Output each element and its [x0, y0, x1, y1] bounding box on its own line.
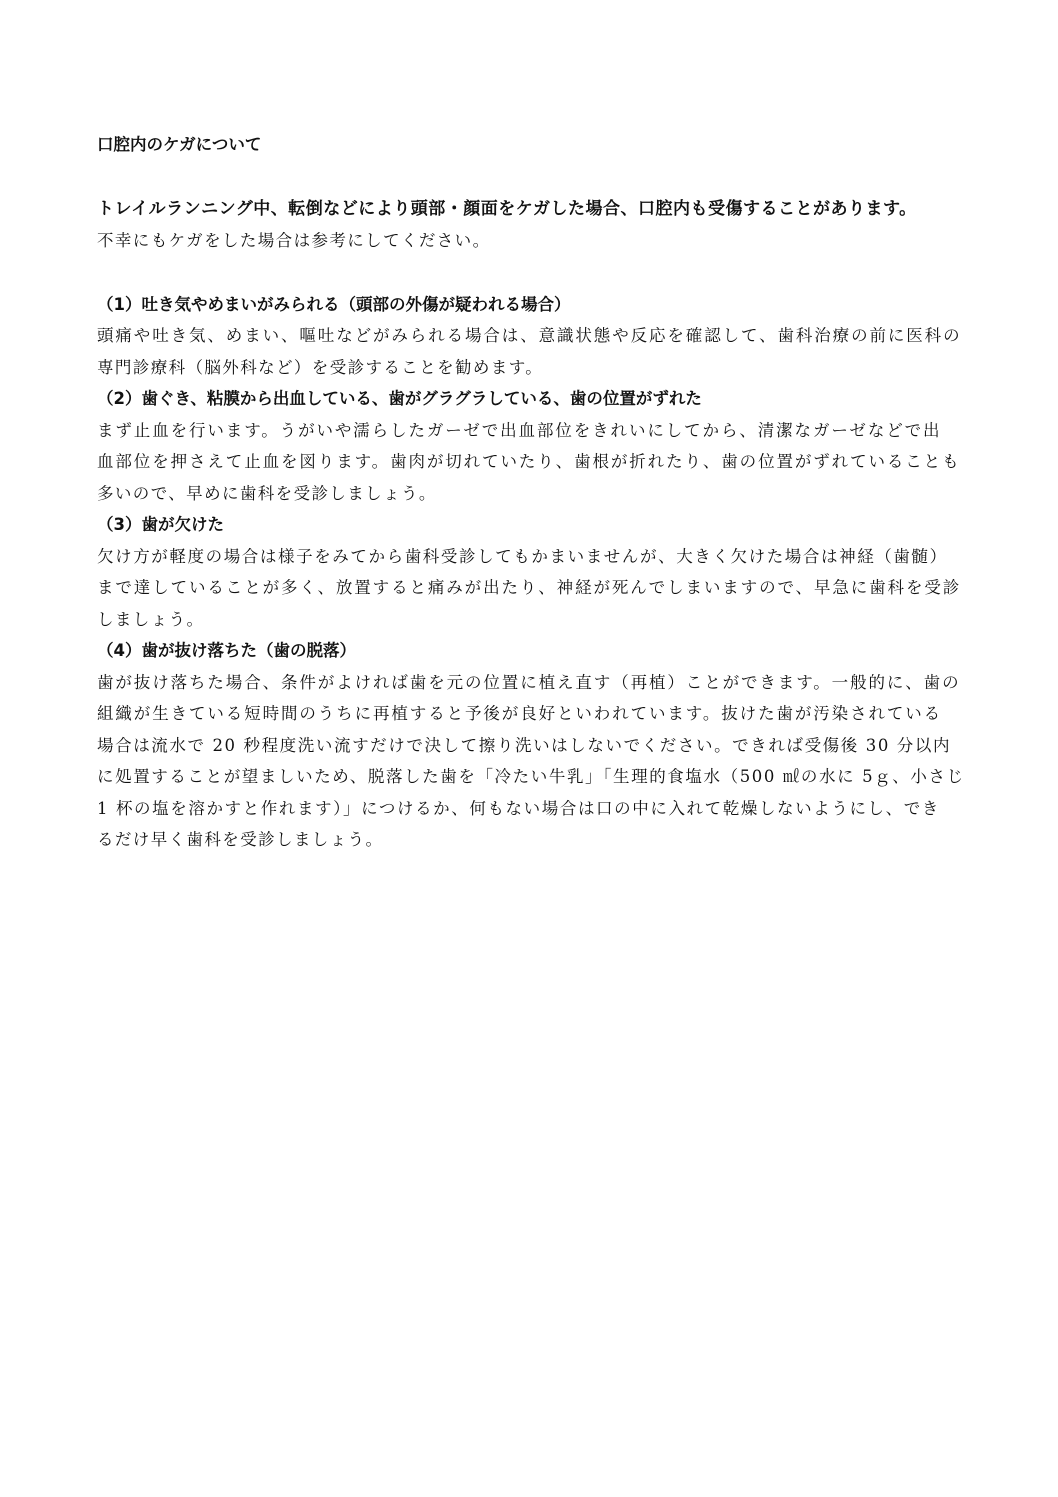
section-heading-1: （1）吐き気やめまいがみられる（頭部の外傷が疑われる場合）	[97, 294, 571, 314]
section-heading-2: （2）歯ぐき、粘膜から出血している、歯がグラグラしている、歯の位置がずれた	[97, 389, 702, 408]
document-title: 口腔内のケガについて	[97, 135, 262, 154]
section-4-line: 歯が抜け落ちた場合、条件がよければ歯を元の位置に植え直す（再植）ことができます。一般的に、歯の	[97, 672, 961, 692]
section-1-line: 頭痛や吐き気、めまい、嘔吐などがみられる場合は、意識状態や反応を確認して、歯科治療の前に医科の	[97, 326, 962, 345]
blank-line	[97, 257, 967, 289]
intro-bold-line: トレイルランニング中、転倒などにより頭部・顔面をケガした場合、口腔内も受傷することがあります。	[97, 199, 917, 219]
section-4-line: 組織が生きている短時間のうちに再植すると予後が良好といわれています。抜けた歯が汚染されている	[97, 704, 943, 723]
section-heading-4: （4）歯が抜け落ちた（歯の脱落）	[97, 641, 356, 660]
document-body	[97, 129, 967, 856]
section-heading-3: （3）歯が欠けた	[97, 515, 224, 534]
section-2-line: 多いので、早めに歯科を受診しましょう。	[97, 483, 437, 503]
blank-line	[97, 161, 967, 193]
section-3-line: 欠け方が軽度の場合は様子をみてから歯科受診してもかまいませんが、大きく欠けた場合は神経（歯髄）	[97, 546, 948, 566]
intro-normal-line: 不幸にもケガをした場合は参考にしてください。	[97, 231, 491, 250]
section-4-line: 場合は流水で 20 秒程度洗い流すだけで決して擦り洗いはしないでください。できれば受傷後 30 分以内	[97, 735, 952, 755]
section-4-line: 1 杯の塩を溶かすと作れます）」につけるか、何もない場合は口の中に入れて乾燥しないようにし、でき	[97, 798, 940, 818]
section-2-line: まず止血を行います。うがいや濡らしたガーゼで出血部位をきれいにしてから、清潔なガーゼなどで出	[97, 420, 942, 440]
section-2-line: 血部位を押さえて止血を図ります。歯肉が切れていたり、歯根が折れたり、歯の位置がずれていることも	[97, 452, 961, 471]
section-1-line: 専門診療科（脳外科など）を受診することを勧めます。	[97, 357, 544, 377]
section-3-line: しましょう。	[97, 609, 205, 629]
section-4-line: に処置することが望ましいため、脱落した歯を「冷たい牛乳」「生理的食塩水（500 ㎖の水に 5ｇ、小さじ	[97, 767, 965, 786]
section-3-line: まで達していることが多く、放置すると痛みが出たり、神経が死んでしまいますので、早急に歯科を受診	[97, 578, 962, 597]
section-4-line: るだけ早く歯科を受診しましょう。	[97, 830, 384, 849]
